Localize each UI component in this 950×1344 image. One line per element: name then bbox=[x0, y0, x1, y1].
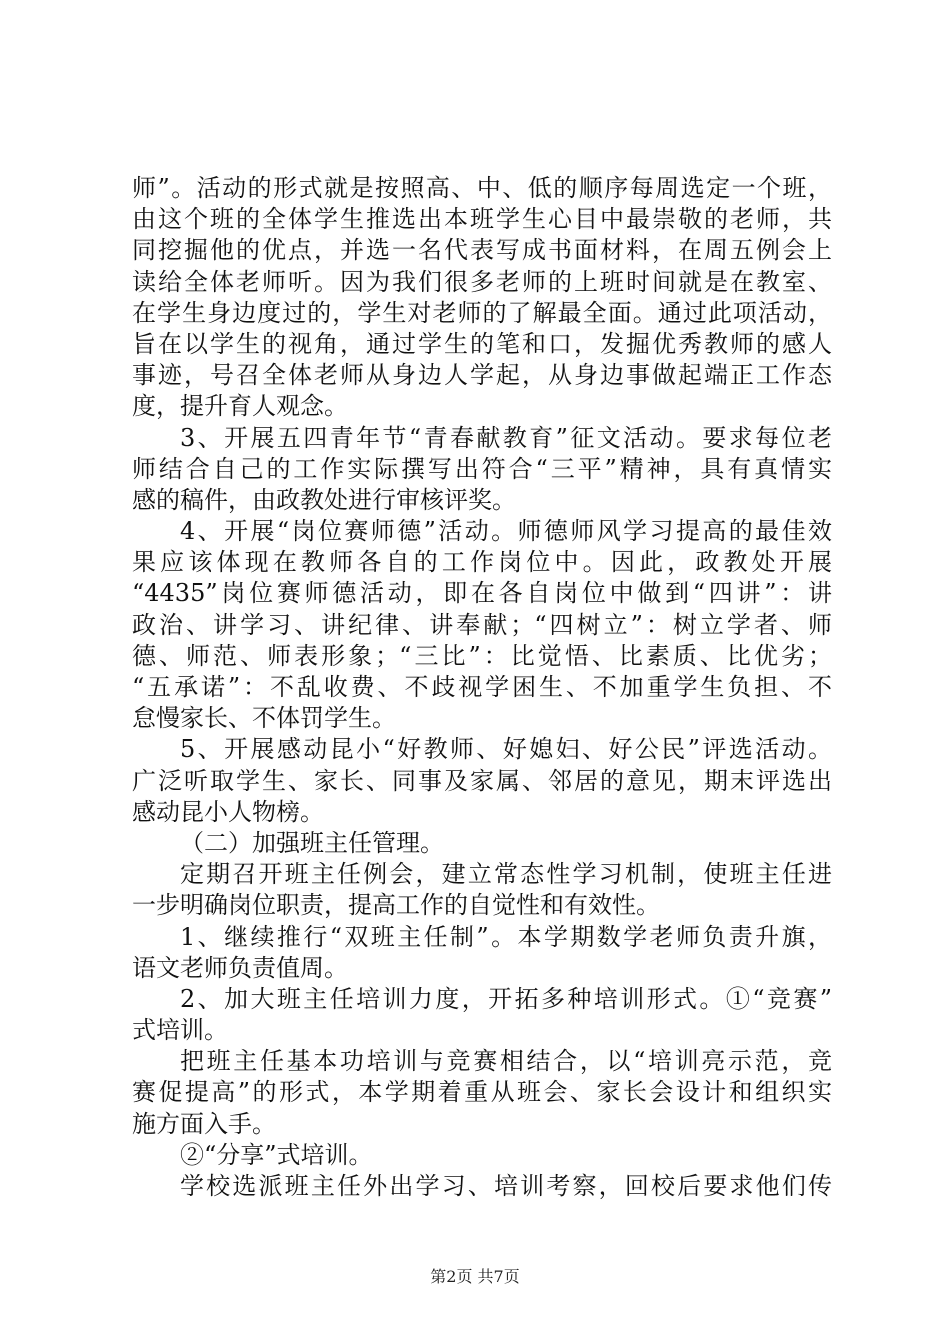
text-line: 广泛听取学生、家长、同事及家属、邻居的意见，期末评选出 bbox=[132, 766, 832, 795]
text-line: 在学生身边度过的，学生对老师的了解最全面。通过此项活动， bbox=[132, 298, 832, 327]
text-line: 由这个班的全体学生推选出本班学生心目中最崇敬的老师，共 bbox=[132, 205, 832, 234]
text-line: 感动昆小人物榜。 bbox=[132, 797, 324, 826]
text-line: ②“分享”式培训。 bbox=[180, 1140, 373, 1169]
text-line: 学校选派班主任外出学习、培训考察，回校后要求他们传 bbox=[180, 1172, 832, 1200]
text-line: 怠慢家长、不体罚学生。 bbox=[132, 704, 396, 733]
section-heading: （二）加强班主任管理。 bbox=[180, 828, 444, 857]
text-line: 3、开展五四青年节“青春献教育”征文活动。要求每位老 bbox=[180, 423, 832, 452]
page-number-footer: 第2页 共7页 bbox=[430, 1267, 520, 1286]
text-line: 师结合自己的工作实际撰写出符合“三平”精神，具有真情实 bbox=[132, 454, 832, 483]
text-line: 2、加大班主任培训力度，开拓多种培训形式。①“竞赛” bbox=[180, 984, 832, 1013]
text-line: “4435”岗位赛师德活动，即在各自岗位中做到“四讲”：讲 bbox=[132, 579, 832, 608]
text-line: 果应该体现在教师各自的工作岗位中。因此，政教处开展 bbox=[132, 548, 832, 577]
text-line: 5、开展感动昆小“好教师、好媳妇、好公民”评选活动。 bbox=[180, 735, 832, 764]
text-line: 感的稿件，由政教处进行审核评奖。 bbox=[132, 485, 516, 514]
text-line: 施方面入手。 bbox=[132, 1109, 276, 1138]
text-line: 同挖掘他的优点，并选一名代表写成书面材料，在周五例会上 bbox=[132, 236, 832, 265]
text-line: 度，提升育人观念。 bbox=[132, 392, 348, 421]
text-line: 政治、讲学习、讲纪律、讲奉献；“四树立”：树立学者、师 bbox=[132, 610, 832, 639]
text-line: 一步明确岗位职责，提高工作的自觉性和有效性。 bbox=[132, 891, 660, 920]
text-line: 式培训。 bbox=[132, 1016, 228, 1045]
text-line: 定期召开班主任例会，建立常态性学习机制，使班主任进 bbox=[180, 860, 832, 889]
text-line: 旨在以学生的视角，通过学生的笔和口，发掘优秀教师的感人 bbox=[132, 329, 832, 358]
text-line: 师”。活动的形式就是按照高、中、低的顺序每周选定一个班， bbox=[132, 174, 832, 202]
text-line: 赛促提高”的形式，本学期着重从班会、家长会设计和组织实 bbox=[132, 1078, 832, 1107]
text-line: 4、开展“岗位赛师德”活动。师德师风学习提高的最佳效 bbox=[180, 517, 832, 546]
text-line: 读给全体老师听。因为我们很多老师的上班时间就是在教室、 bbox=[132, 267, 832, 296]
text-line: 德、师范、师表形象；“三比”：比觉悟、比素质、比优劣； bbox=[132, 641, 832, 670]
document-body bbox=[132, 173, 832, 1202]
text-line: 语文老师负责值周。 bbox=[132, 953, 348, 982]
text-line: 把班主任基本功培训与竞赛相结合，以“培训亮示范，竞 bbox=[180, 1047, 832, 1076]
text-line: 1、继续推行“双班主任制”。本学期数学老师负责升旗， bbox=[180, 922, 832, 951]
text-line: 事迹，号召全体老师从身边人学起，从身边事做起端正工作态 bbox=[132, 361, 832, 390]
text-line: “五承诺”：不乱收费、不歧视学困生、不加重学生负担、不 bbox=[132, 673, 832, 701]
